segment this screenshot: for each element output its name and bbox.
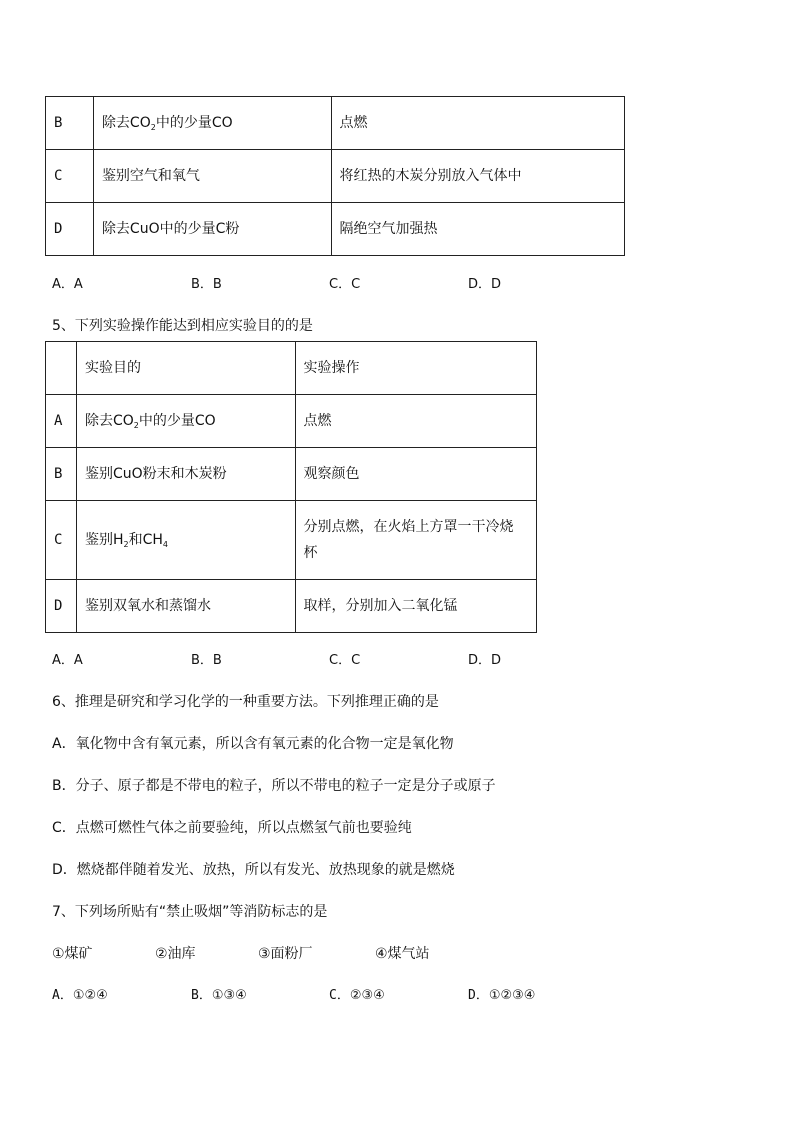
option-d[interactable]: D．D bbox=[468, 277, 502, 292]
row-goal bbox=[76, 395, 295, 448]
row-letter: A bbox=[46, 395, 77, 448]
subscript: 4 bbox=[162, 540, 168, 549]
option-c[interactable]: C．C bbox=[329, 277, 361, 292]
q5-table bbox=[45, 341, 537, 633]
option-c[interactable]: C．C bbox=[329, 653, 361, 668]
subscript: 2 bbox=[133, 421, 139, 430]
goal-text: 中的少量CO bbox=[138, 413, 216, 429]
option-label: D． bbox=[468, 988, 489, 1003]
header-goal: 实验目的 bbox=[76, 342, 295, 395]
option-label: B． bbox=[191, 988, 212, 1003]
row-letter: C bbox=[46, 150, 94, 203]
row-operation: 取样，分别加入二氧化锰 bbox=[295, 580, 537, 633]
site-item: ③面粉厂 bbox=[258, 946, 313, 962]
subscript: 2 bbox=[150, 123, 156, 132]
operation-line: 分别点燃，在火焰上方罩一干冷烧 bbox=[303, 519, 514, 535]
row-letter: B bbox=[46, 448, 77, 501]
row-operation: 将红热的木炭分别放入气体中 bbox=[331, 150, 624, 203]
header-operation: 实验操作 bbox=[295, 342, 537, 395]
option-value: ①③④ bbox=[211, 988, 247, 1003]
row-goal bbox=[93, 97, 331, 150]
subscript: 2 bbox=[123, 540, 129, 549]
row-goal: 鉴别双氧水和蒸馏水 bbox=[76, 580, 295, 633]
table-row bbox=[46, 580, 537, 633]
option-a[interactable] bbox=[52, 986, 108, 1006]
option-a[interactable]: A．A bbox=[52, 277, 83, 292]
q6-stem: 6、推理是研究和学习化学的一种重要方法。下列推理正确的是 bbox=[52, 694, 439, 710]
option-c[interactable] bbox=[329, 986, 385, 1006]
row-operation: 观察颜色 bbox=[295, 448, 537, 501]
goal-text: 中的少量CO bbox=[155, 115, 233, 131]
row-goal: 鉴别CuO粉末和木炭粉 bbox=[76, 448, 295, 501]
option-a[interactable]: A．氧化物中含有氧元素，所以含有氧元素的化合物一定是氧化物 bbox=[52, 736, 454, 752]
option-b[interactable]: B．B bbox=[191, 277, 222, 292]
site-item: ②油库 bbox=[155, 946, 196, 962]
operation-line: 杯 bbox=[303, 545, 318, 561]
q7-stem: 7、下列场所贴有“禁止吸烟”等消防标志的是 bbox=[52, 904, 328, 920]
option-value: ②③④ bbox=[349, 988, 385, 1003]
header-letter bbox=[46, 342, 77, 395]
goal-text: 和CH bbox=[128, 532, 163, 548]
row-goal: 鉴别空气和氧气 bbox=[93, 150, 331, 203]
option-label: A． bbox=[52, 988, 73, 1003]
table-row bbox=[46, 448, 537, 501]
option-d[interactable]: D．燃烧都伴随着发光、放热，所以有发光、放热现象的就是燃烧 bbox=[52, 862, 455, 878]
q4-table bbox=[45, 96, 625, 256]
table-row bbox=[46, 97, 625, 150]
q5-stem: 5、下列实验操作能达到相应实验目的的是 bbox=[52, 318, 313, 334]
row-goal bbox=[76, 501, 295, 580]
table-row bbox=[46, 395, 537, 448]
goal-text: 鉴别H bbox=[84, 532, 124, 548]
site-item: ①煤矿 bbox=[52, 946, 93, 962]
table-row bbox=[46, 150, 625, 203]
option-label: C． bbox=[329, 988, 350, 1003]
option-b[interactable]: B．分子、原子都是不带电的粒子，所以不带电的粒子一定是分子或原子 bbox=[52, 778, 496, 794]
row-letter: D bbox=[46, 203, 94, 256]
option-value: ①②④ bbox=[72, 988, 108, 1003]
option-value: ①②③④ bbox=[488, 988, 536, 1003]
option-b[interactable] bbox=[191, 986, 247, 1006]
row-operation: 隔绝空气加强热 bbox=[331, 203, 624, 256]
row-letter: C bbox=[46, 501, 77, 580]
goal-text: 除去CO bbox=[84, 413, 134, 429]
row-operation: 点燃 bbox=[295, 395, 537, 448]
goal-text: 除去CO bbox=[101, 115, 151, 131]
option-d[interactable] bbox=[468, 986, 535, 1006]
row-goal: 除去CuO中的少量C粉 bbox=[93, 203, 331, 256]
row-operation: 点燃 bbox=[331, 97, 624, 150]
option-b[interactable]: B．B bbox=[191, 653, 222, 668]
option-a[interactable]: A．A bbox=[52, 653, 83, 668]
option-c[interactable]: C．点燃可燃性气体之前要验纯，所以点燃氢气前也要验纯 bbox=[52, 820, 412, 836]
table-row bbox=[46, 501, 537, 580]
row-letter: B bbox=[46, 97, 94, 150]
table-header-row bbox=[46, 342, 537, 395]
table-row bbox=[46, 203, 625, 256]
row-operation bbox=[295, 501, 537, 580]
row-letter: D bbox=[46, 580, 77, 633]
site-item: ④煤气站 bbox=[375, 946, 430, 962]
option-d[interactable]: D．D bbox=[468, 653, 502, 668]
